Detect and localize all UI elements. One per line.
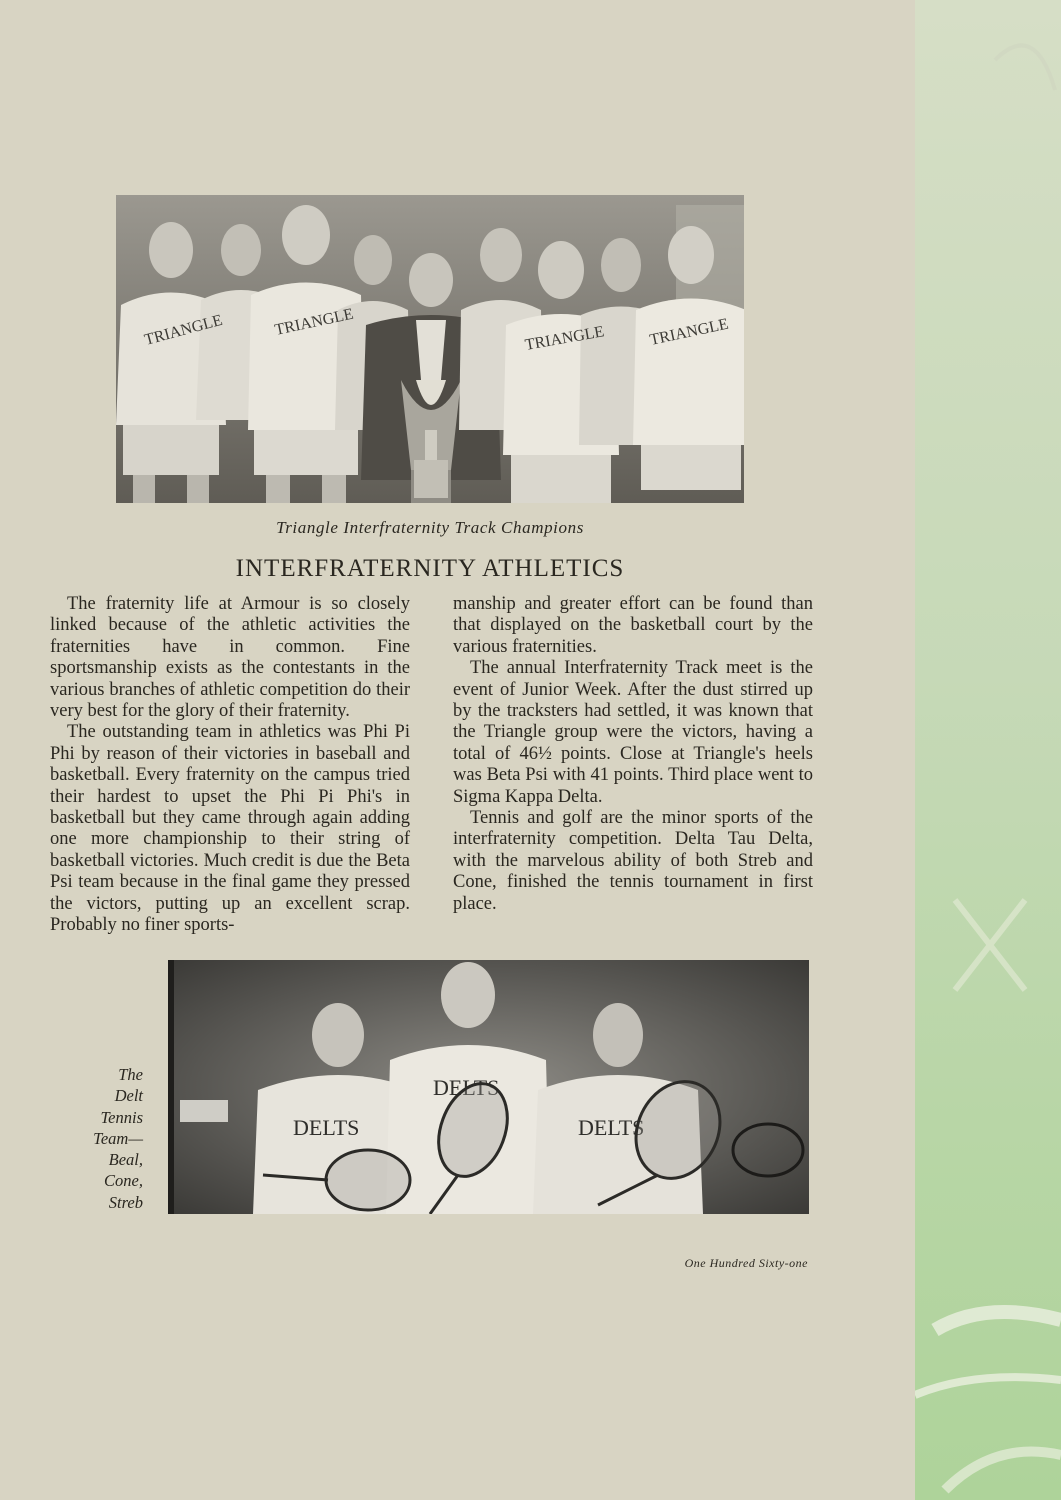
track-photo-caption: Triangle Interfraternity Track Champions <box>276 518 584 537</box>
paragraph-right-3: Tennis and golf are the minor sports of the interfraternity competition. Delta Tau Delta, with the marvelous ability of both Streb and Cone, finished the tennis tournament in first place. <box>453 808 813 914</box>
shirt-letters-1: TRIANGLE <box>142 311 225 349</box>
tennis-team-photo <box>168 960 809 1214</box>
page-number: One Hundred Sixty-one <box>684 1256 808 1270</box>
shirt-letters-4: TRIANGLE <box>648 315 731 349</box>
paragraph-right-1: manship and greater effort can be found than that displayed on the basketball court by the various fraternities. <box>453 594 813 657</box>
page-edge-green-tint <box>915 0 1061 1500</box>
shirt-letters-delts-2: DELTS <box>433 1075 500 1100</box>
shirt-letters-3: TRIANGLE <box>523 323 606 354</box>
paragraph-left-2: The outstanding team in athletics was Phi Pi Phi by reason of their victories in baseball and basketball. Every fraternity on the campus tried their hardest to upset the Phi Pi Phi's in basketball but they came through again adding one more championship to their string of basketball victories. Much credit is due the Beta Psi team because in the final game they pressed the victors, putting up an excellent scrap. Probably no finer sports- <box>50 722 410 936</box>
article-right-column <box>453 594 813 915</box>
shirt-letters-2: TRIANGLE <box>273 305 356 339</box>
caption-line-7: Streb <box>108 1192 143 1212</box>
article-left-column <box>50 594 410 937</box>
track-team-photo <box>116 195 744 503</box>
edge-decoration <box>915 0 1061 1500</box>
caption-line-4: Team— <box>93 1128 143 1148</box>
tennis-photo-caption <box>60 1064 143 1213</box>
page-title: INTERFRATERNITY ATHLETICS <box>235 555 625 582</box>
shirt-letters-delts-3: DELTS <box>578 1115 645 1140</box>
caption-line-3: Tennis <box>100 1107 143 1127</box>
caption-line-2: Delt <box>114 1086 143 1106</box>
paragraph-right-2: The annual Interfraternity Track meet is the event of Junior Week. After the dust stirred up by the tracksters had settled, it was known that the Triangle group were the victors, having a total of 46½ points. Close at Triangle's heels was Beta Psi with 41 points. Third place went to Sigma Kappa Delta. <box>453 658 813 807</box>
paragraph-left-1: The fraternity life at Armour is so closely linked because of the athletic activities the fraternities have in common. Fine sportsmanship exists as the contestants in the various branches of athletic competition do their very best for the glory of their fraternity. <box>50 594 410 722</box>
wall-plate-icon <box>180 1100 228 1122</box>
shirt-letters-delts-1: DELTS <box>293 1115 360 1140</box>
caption-line-5: Beal, <box>108 1150 143 1170</box>
caption-line-6: Cone, <box>104 1171 143 1191</box>
caption-line-1: The <box>118 1065 143 1084</box>
